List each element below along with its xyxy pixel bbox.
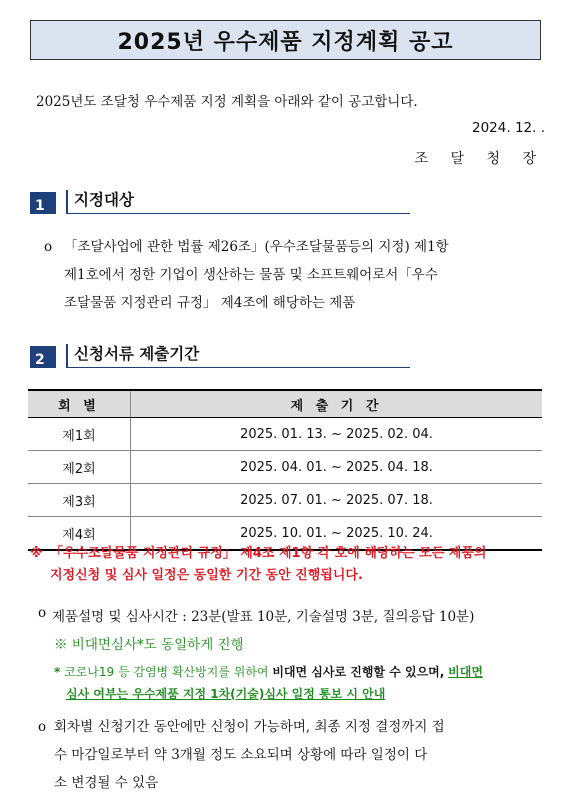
bullet2-text: 제품설명 및 심사시간 : 23분(발표 10분, 기술설명 3분, 질의응답 10분) — [52, 609, 475, 625]
section1-line: 조달물품 지정관리 규정」 제4조에 해당하는 제품 — [64, 295, 356, 311]
agency-name: 조 달 청 장 — [414, 151, 545, 167]
table-row — [28, 418, 542, 451]
bullet3-line: 회차별 신청기간 동안에만 신청이 가능하며, 최종 지정 결정까지 접 — [54, 719, 445, 735]
cell-round: 제1회 — [28, 418, 131, 451]
announcement-date: 2024. 12. . — [472, 120, 545, 136]
sub2-text-b: 비대면 심사로 진행할 수 있으며, — [272, 665, 445, 679]
intro-text: 2025년도 조달청 우수제품 지정 계획을 아래와 같이 공고합니다. — [36, 94, 418, 110]
cell-round: 제4회 — [28, 517, 131, 551]
sub2-star: * — [54, 665, 61, 679]
bullet3-line: 소 변경될 수 있음 — [54, 775, 159, 791]
sub2-text-a: 코로나19 등 감염병 확산방지를 위하여 — [64, 665, 273, 679]
sub2-text-d: 심사 여부는 우수제품 지정 1차(기술)심사 일정 통보 시 안내 — [66, 687, 386, 701]
cell-round: 제3회 — [28, 484, 131, 517]
notice-mark: ※ — [30, 546, 43, 561]
cell-round: 제2회 — [28, 451, 131, 484]
section-number-1: 1 — [30, 192, 56, 214]
section-title-2: 신청서류 제출기간 — [66, 344, 410, 368]
bullet2-marker: o — [38, 605, 47, 621]
page-title: 2025년 우수제품 지정계획 공고 — [30, 20, 541, 60]
cell-period: 2025. 04. 01. ~ 2025. 04. 18. — [131, 451, 543, 484]
table-row — [28, 484, 542, 517]
section-number-2: 2 — [30, 346, 56, 368]
table-header-row — [28, 390, 542, 418]
header-period: 제 출 기 간 — [131, 390, 543, 418]
section1-bullet: o — [44, 239, 53, 255]
notice-line: 지정신청 및 심사 일정은 동일한 기간 동안 진행됩니다. — [50, 568, 363, 583]
header-round: 회 별 — [28, 390, 131, 418]
cell-period: 2025. 01. 13. ~ 2025. 02. 04. — [131, 418, 543, 451]
notice-line: 「우수조달물품 지정관리 규정」 제4조 제1항 각 호에 해당하는 모든 제품의 — [50, 546, 487, 561]
table-row — [28, 451, 542, 484]
notice-text — [50, 543, 486, 587]
bullet3-line: 수 마감일로부터 약 3개월 정도 소요되며 상황에 따라 일정이 다 — [54, 747, 428, 763]
bullet2-sub2 — [54, 661, 483, 705]
cell-period: 2025. 10. 01. ~ 2025. 10. 24. — [131, 517, 543, 551]
schedule-table — [28, 389, 542, 551]
bullet3-marker: o — [38, 719, 47, 735]
bullet3-text — [54, 713, 564, 797]
section1-line: 「조달사업에 관한 법률 제26조」(우수조달물품등의 지정) 제1항 — [64, 239, 449, 255]
bullet2-sub1: ※ 비대면심사*도 동일하게 진행 — [54, 637, 244, 653]
section1-text — [64, 233, 560, 317]
sub2-text-c: 비대면 — [448, 665, 483, 679]
cell-period: 2025. 07. 01. ~ 2025. 07. 18. — [131, 484, 543, 517]
section1-line: 제1호에서 정한 기업이 생산하는 물품 및 소프트웨어로서「우수 — [64, 267, 438, 283]
section-title-1: 지정대상 — [66, 190, 410, 214]
